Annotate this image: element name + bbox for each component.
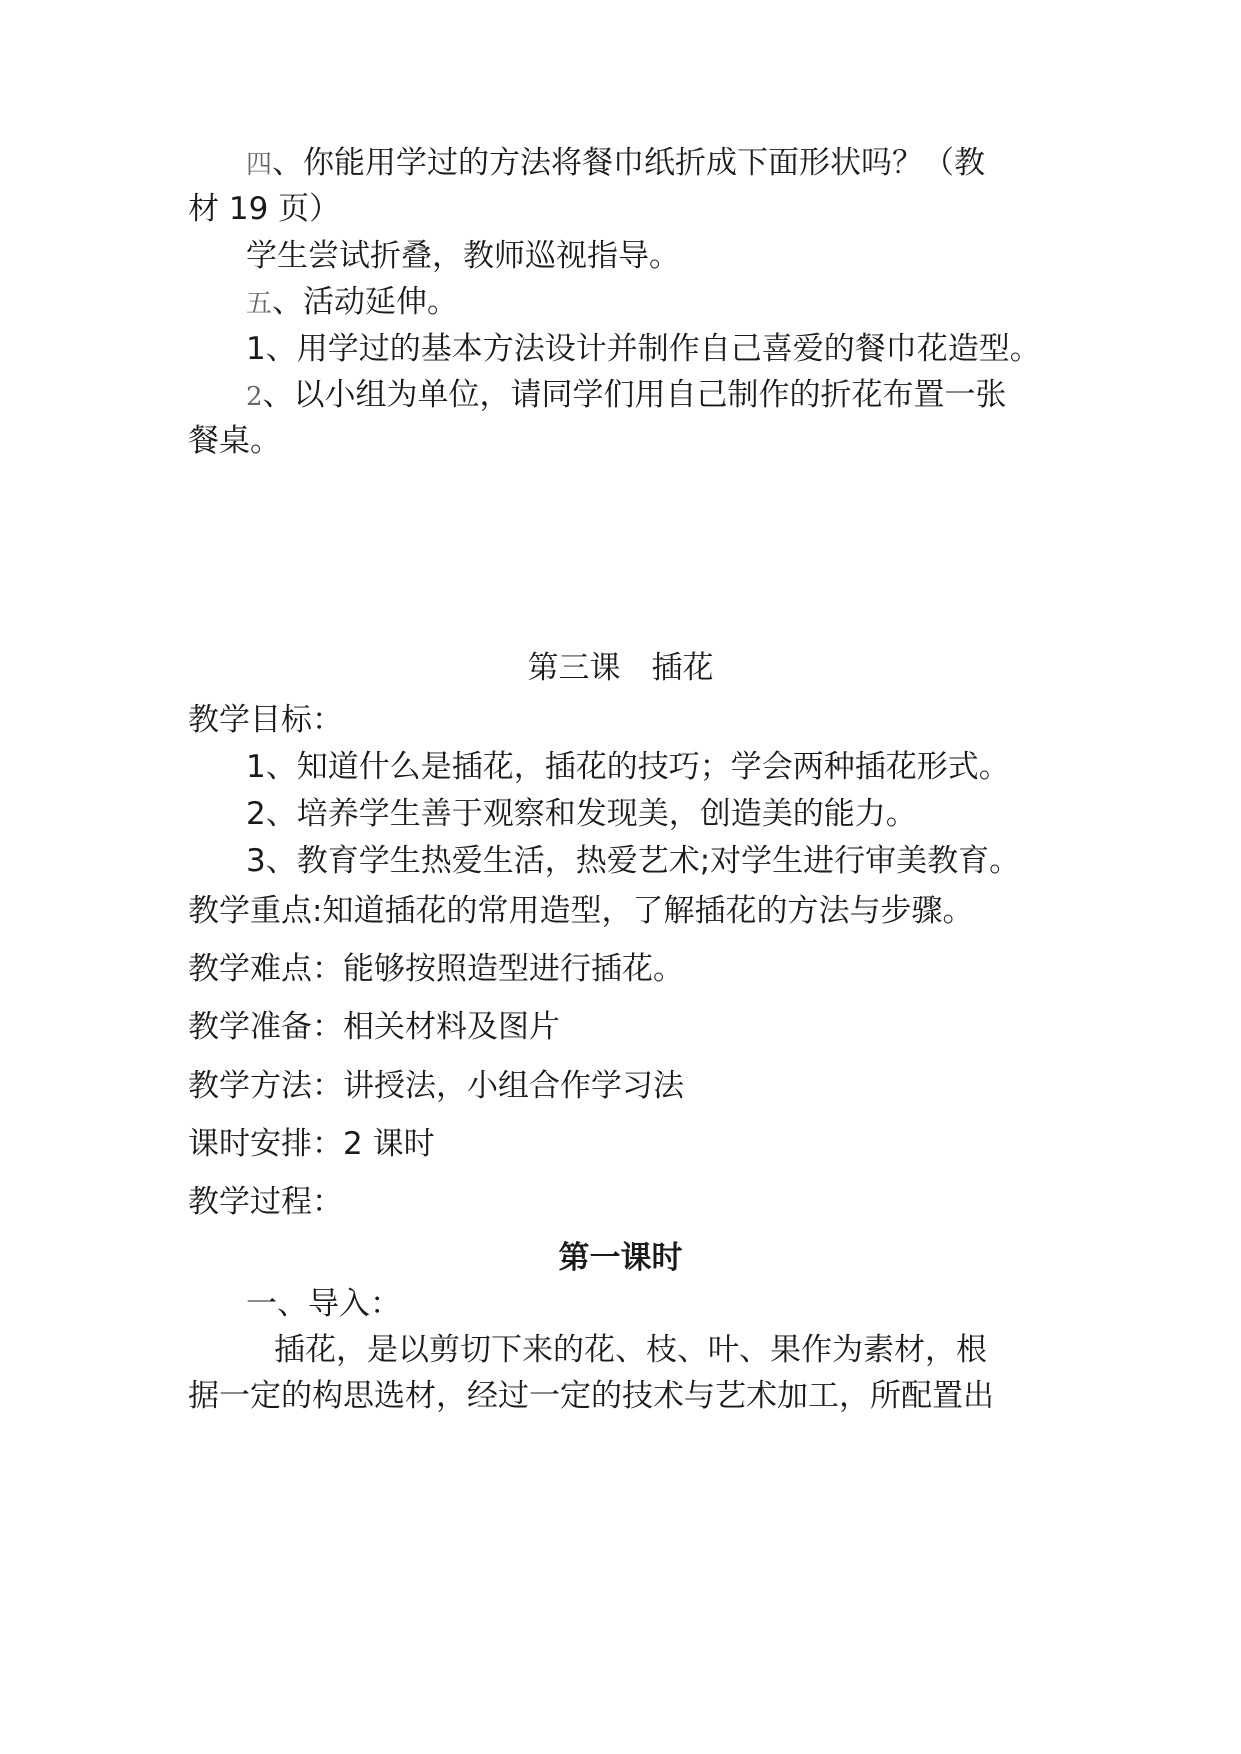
intro-paragraph-line1: 插花，是以剪切下来的花、枝、叶、果作为素材，根 [274, 1332, 987, 1368]
extension-item-2-line1 [246, 375, 1058, 417]
extension-item-2-number: 2 [246, 382, 263, 412]
extension-item-1-number: 1 [246, 331, 266, 367]
student-try-line: 学生尝试折叠，教师巡视指导。 [246, 238, 680, 274]
extension-item-1-text: 、用学过的基本方法设计并制作自己喜爱的餐巾花造型。 [265, 331, 1041, 367]
process-heading: 教学过程： [188, 1184, 343, 1220]
methods-line: 教学方法：讲授法，小组合作学习法 [188, 1068, 684, 1104]
section-five-number: 五 [246, 289, 273, 319]
schedule-line: 课时安排：2 课时 [188, 1126, 435, 1162]
period-title: 第一课时 [558, 1240, 683, 1276]
extension-item-2-line2: 餐桌。 [188, 423, 281, 459]
intro-heading: 一、导入： [246, 1286, 401, 1322]
difficulty-line: 教学难点：能够按照造型进行插花。 [188, 951, 684, 987]
section-five-line [246, 282, 1058, 324]
section-four-text: 、你能用学过的方法将餐巾纸折成下面形状吗？（教 [272, 145, 986, 181]
objective-item-1: 1、知道什么是插花，插花的技巧；学会两种插花形式。 [246, 749, 1010, 785]
objective-item-2: 2、培养学生善于观察和发现美，创造美的能力。 [246, 796, 917, 832]
section-five-text: 、活动延伸。 [272, 284, 459, 320]
section-four-number: 四 [246, 150, 273, 180]
extension-item-2-text: 、以小组为单位，请同学们用自己制作的折花布置一张 [262, 377, 1007, 413]
section-four-line1 [246, 143, 1058, 185]
lesson-title: 第三课 插花 [527, 650, 714, 686]
key-points-line: 教学重点:知道插花的常用造型，了解插花的方法与步骤。 [188, 893, 974, 929]
preparation-line: 教学准备：相关材料及图片 [188, 1009, 560, 1045]
objective-item-3: 3、教育学生热爱生活，热爱艺术;对学生进行审美教育。 [246, 843, 1021, 879]
intro-paragraph-line2: 据一定的构思选材，经过一定的技术与艺术加工，所配置出 [188, 1378, 994, 1414]
objectives-heading: 教学目标： [188, 702, 343, 738]
extension-item-1 [246, 329, 1058, 369]
section-four-line2: 材 19 页） [188, 191, 341, 227]
